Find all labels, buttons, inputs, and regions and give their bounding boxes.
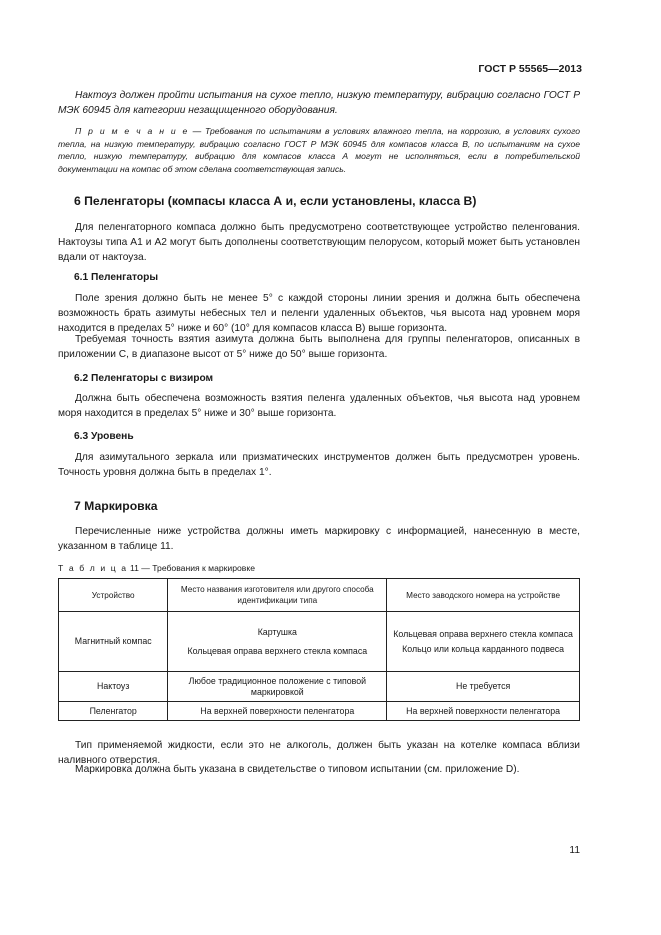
cell-line: Кольцевая оправа верхнего стекла компаса — [393, 628, 573, 639]
subsection-6-1-paragraph-2: Требуемая точность взятия азимута должна быть выполнена для группы пеленгаторов, описанных в приложении С, в диапазоне высот от 5° ниже до 50° выше горизонта. — [58, 334, 580, 360]
cell-maker: Любое традиционное положение с типовой маркировкой — [168, 672, 387, 702]
note-label: П р и м е ч а н и е — [75, 126, 189, 136]
header-serial-place: Место заводского номера на устройстве — [387, 579, 580, 612]
table-caption-label: Т а б л и ц а — [58, 563, 128, 573]
subsection-6-1-paragraph-1: Поле зрения должно быть не менее 5° с каждой стороны линии зрения и должна быть обеспечена возможность брать азимуты небесных тел и пеленги удаленных объектов, чья высота над уровнем моря находится в пределах 5° ниже и 60° (10° для компасов класса В) выше горизонта. — [58, 293, 580, 334]
marking-requirements-table — [58, 578, 580, 721]
cell-maker: На верхней поверхности пеленгатора — [168, 702, 387, 721]
section-7-paragraph: Перечисленные ниже устройства должны иметь маркировку с информацией, нанесенную в месте, указанном в таблице 11. — [58, 526, 580, 552]
table-caption-text: 11 — Требования к маркировке — [127, 563, 255, 573]
cell-serial — [387, 612, 580, 672]
note-paragraph — [58, 125, 580, 175]
section-6-heading: 6 Пеленгаторы (компасы класса А и, если установлены, класса В) — [74, 194, 477, 208]
cell-line: Картушка — [257, 626, 297, 637]
bitcle-test-paragraph: Нактоуз должен пройти испытания на сухое тепло, низкую температуру, вибрацию согласно ГОСТ Р МЭК 60945 для категории незащищенного оборудования. — [58, 90, 580, 116]
subsection-6-3-paragraph: Для азимутального зеркала или призматических инструментов должен быть предусмотрен уровень. Точность уровня должна быть в пределах 1°. — [58, 452, 580, 478]
cell-device: Пеленгатор — [59, 702, 168, 721]
document-code: ГОСТ Р 55565—2013 — [478, 63, 582, 75]
header-device: Устройство — [59, 579, 168, 612]
fluid-type-paragraph: Тип применяемой жидкости, если это не алкоголь, должен быть указан на котелке компаса вблизи наливного отверстия. — [58, 740, 580, 766]
subsection-6-1-heading: 6.1 Пеленгаторы — [74, 272, 159, 283]
cell-serial: Не требуется — [387, 672, 580, 702]
table-row — [59, 672, 580, 702]
cell-serial: На верхней поверхности пеленгатора — [387, 702, 580, 721]
cell-device: Магнитный компас — [59, 612, 168, 672]
table-row — [59, 702, 580, 721]
cell-line: Кольцевая оправа верхнего стекла компаса — [187, 645, 368, 656]
table-header-row — [59, 579, 580, 612]
cell-device: Нактоуз — [59, 672, 168, 702]
subsection-6-2-paragraph: Должна быть обеспечена возможность взятия пеленга удаленных объектов, чья высота над уровнем моря находится в пределах 5° ниже и 30° выше горизонта. — [58, 393, 580, 419]
table-row — [59, 612, 580, 672]
note-text: — Требования по испытаниям в условиях влажного тепла, на коррозию, в условиях сухого тепла, на низкую температуру, вибрацию согласно ГОСТ Р МЭК 60945 для компасов класса В, по испытаниям на сухое тепло, низкую температуру, вибрацию для компасов класса А могут не исполняться, если в потребительской документации на компас об этом сделана соответствующая запись. — [58, 126, 580, 174]
subsection-6-2-heading: 6.2 Пеленгаторы с визиром — [74, 373, 214, 384]
header-maker-place: Место названия изготовителя или другого способа идентификации типа — [168, 579, 387, 612]
cell-maker — [168, 612, 387, 672]
certificate-paragraph: Маркировка должна быть указана в свидетельстве о типовом испытании (см. приложение D). — [75, 764, 520, 775]
cell-line: Кольцо или кольца карданного подвеса — [402, 643, 565, 654]
page-number: 11 — [569, 845, 580, 856]
section-7-heading: 7 Маркировка — [74, 499, 158, 513]
subsection-6-3-heading: 6.3 Уровень — [74, 431, 134, 442]
table-caption — [58, 563, 255, 573]
section-6-paragraph: Для пеленгаторного компаса должно быть предусмотрено соответствующее устройство пеленгования. Нактоузы типа А1 и А2 могут быть дополнены соответствующим пелорусом, который может быть установлен вдали от нактоуза. — [58, 222, 580, 263]
